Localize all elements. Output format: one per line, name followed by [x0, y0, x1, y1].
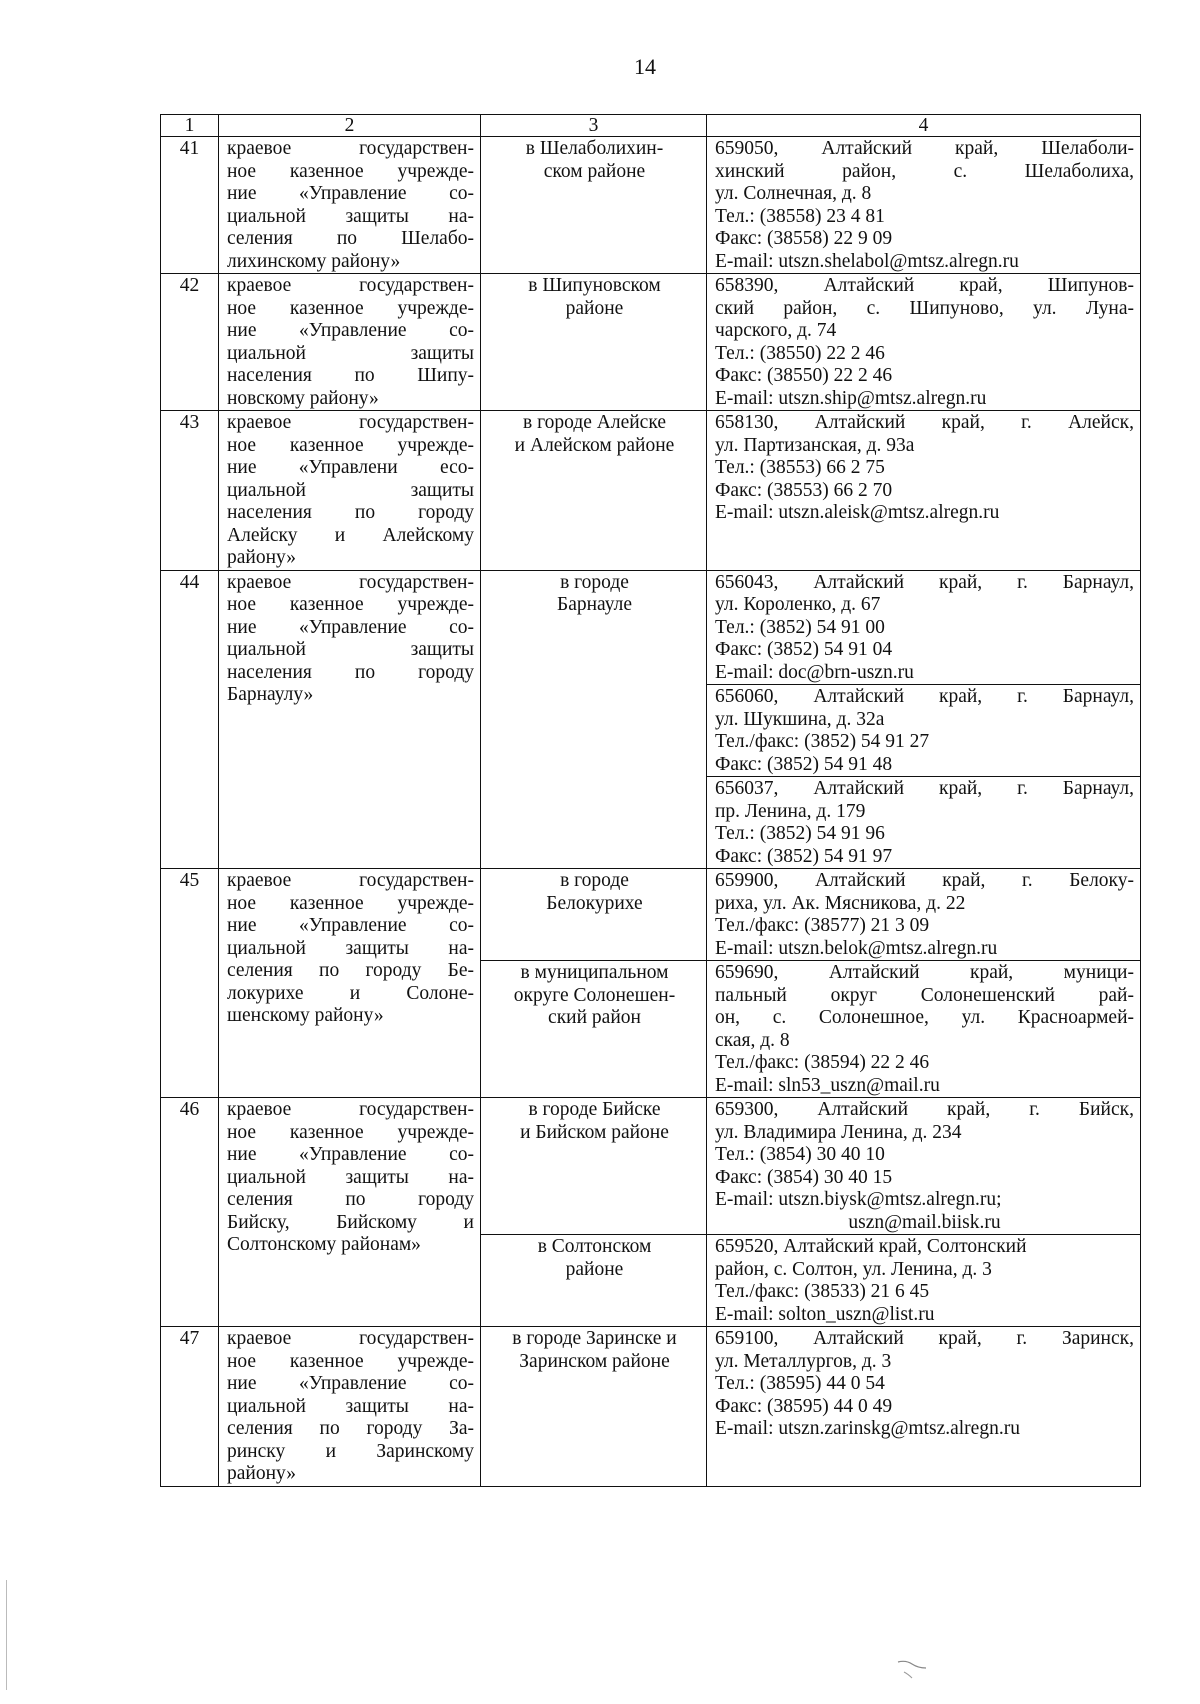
institution-name-line: Солтонскому районам» — [227, 1234, 421, 1255]
contact-email: E-mail: solton_uszn@list.ru — [715, 1303, 935, 1325]
institution-name-line: ринску и Заринскому — [227, 1440, 474, 1462]
row-number: 42 — [161, 274, 219, 411]
column-header: 2 — [219, 115, 481, 137]
institution-name — [219, 274, 481, 411]
institution-name-line: краевое государствен- — [227, 1099, 474, 1120]
institution-name-line: краевое государствен- — [227, 571, 474, 593]
service-area — [481, 274, 707, 411]
institutions-table — [160, 114, 1141, 1487]
table-row — [161, 137, 1141, 274]
contact-details — [707, 961, 1141, 1098]
institution-name-line: ное казенное учрежде- — [227, 297, 474, 319]
institution-name-line: ное казенное учрежде- — [227, 160, 474, 182]
institution-name-line: Алейску и Алейскому — [227, 524, 474, 546]
contact-line: 659690, Алтайский край, муници- — [715, 962, 1134, 983]
contact-line: 659050, Алтайский край, Шелаболи- — [715, 138, 1134, 159]
service-area — [481, 1235, 707, 1327]
contact-line: ул. Партизанская, д. 93а — [715, 434, 915, 456]
service-area-line: ском районе — [543, 160, 646, 182]
service-area-line: в Шелаболихин- — [525, 138, 664, 159]
contact-details — [707, 685, 1141, 777]
contact-details — [707, 570, 1141, 685]
institution-name-line: циальной защиты на- — [227, 205, 474, 227]
institution-name-line: ние «Управление со- — [227, 1144, 474, 1165]
contact-line: 658390, Алтайский край, Шипунов- — [715, 275, 1134, 296]
service-area-line: в городе Алейске — [523, 412, 666, 433]
contact-line: 656043, Алтайский край, г. Барнаул, — [715, 571, 1134, 593]
institution-name-line: краевое государствен- — [227, 275, 474, 296]
contact-line: Тел.: (3852) 54 91 96 — [715, 823, 885, 844]
institution-name-line: локурихе и Солоне- — [227, 982, 474, 1004]
scan-smudge-mark — [896, 1654, 936, 1680]
institution-name-line: краевое государствен- — [227, 412, 474, 433]
contact-line: пальный округ Солонешенский рай- — [715, 984, 1134, 1006]
contact-line: Тел.: (3852) 54 91 00 — [715, 616, 885, 638]
institution-name-line: циальной защиты — [227, 479, 474, 501]
institution-name-line: краевое государствен- — [227, 138, 474, 159]
service-area-line: Барнауле — [557, 594, 632, 615]
contact-line: 656037, Алтайский край, г. Барнаул, — [715, 778, 1134, 799]
contact-email: E-mail: utszn.biysk@mtsz.alregn.ru; — [715, 1189, 1002, 1210]
institution-name-line: Бийску, Бийскому и — [227, 1211, 474, 1233]
institution-name-line: новскому району» — [227, 387, 379, 409]
contact-details — [707, 274, 1141, 411]
contact-details — [707, 137, 1141, 274]
institution-name-line: циальной защиты на- — [227, 1395, 474, 1417]
contact-line: Тел./факс: (38577) 21 3 09 — [715, 915, 930, 936]
service-area-line: в городе Заринске и — [512, 1328, 677, 1349]
contact-line: ул. Шукшина, д. 32а — [715, 708, 885, 730]
service-area — [481, 137, 707, 274]
service-area — [481, 570, 707, 869]
institution-name — [219, 411, 481, 571]
contact-details — [707, 1235, 1141, 1327]
institution-name — [219, 869, 481, 1098]
table-row — [161, 1327, 1141, 1487]
contact-line: Тел.: (38595) 44 0 54 — [715, 1373, 885, 1394]
row-number: 47 — [161, 1327, 219, 1487]
contact-line: ская, д. 8 — [715, 1029, 790, 1051]
contact-line: Факс: (3852) 54 91 97 — [715, 845, 893, 867]
institution-name-line: ние «Управление со- — [227, 616, 474, 638]
institution-name-line: ние «Управление со- — [227, 183, 474, 204]
contact-line: Факс: (38558) 22 9 09 — [715, 228, 893, 249]
contact-line: пр. Ленина, д. 179 — [715, 800, 866, 822]
service-area-line: ский район — [548, 1007, 641, 1028]
service-area — [481, 411, 707, 571]
institution-name-line: краевое государствен- — [227, 870, 474, 891]
institution-name-line: району» — [227, 1463, 297, 1484]
contact-line: Факс: (38553) 66 2 70 — [715, 479, 893, 501]
table-row — [161, 411, 1141, 571]
service-area-line: и Алейском районе — [514, 434, 675, 456]
service-area-line: в городе Бийске — [528, 1099, 661, 1120]
service-area — [481, 1327, 707, 1487]
row-number: 46 — [161, 1098, 219, 1327]
service-area-line: Заринском районе — [519, 1350, 670, 1372]
service-area-line: и Бийском районе — [520, 1121, 669, 1143]
contact-line: Факс: (38595) 44 0 49 — [715, 1395, 893, 1417]
institution-name-line: ние «Управление со- — [227, 320, 474, 341]
institution-name-line: ние «Управление со- — [227, 1373, 474, 1394]
institution-name-line: Барнаулу» — [227, 684, 314, 705]
service-area — [481, 961, 707, 1098]
contact-email: E-mail: utszn.aleisk@mtsz.alregn.ru — [715, 502, 1000, 523]
contact-line: Факс: (3852) 54 91 48 — [715, 753, 893, 775]
contact-email: E-mail: utszn.belok@mtsz.alregn.ru — [715, 937, 998, 959]
contact-line: ул. Короленко, д. 67 — [715, 594, 881, 615]
institution-name-line: району» — [227, 547, 297, 568]
page-number: 14 — [634, 54, 656, 79]
institution-name-line: ние «Управлени есо- — [227, 457, 474, 478]
service-area-line: в Солтонском — [537, 1236, 652, 1257]
contact-line: ул. Владимира Ленина, д. 234 — [715, 1121, 962, 1143]
service-area-line: районе — [565, 1258, 624, 1280]
institution-name-line: циальной защиты — [227, 639, 474, 660]
institution-name — [219, 1327, 481, 1487]
institution-name-line: населения по Шипу- — [227, 365, 474, 386]
institution-name-line: ное казенное учрежде- — [227, 892, 474, 914]
service-area-line: Белокурихе — [546, 892, 643, 914]
contact-email: E-mail: sln53_uszn@mail.ru — [715, 1074, 940, 1096]
row-number: 45 — [161, 869, 219, 1098]
contact-line: чарского, д. 74 — [715, 320, 837, 341]
service-area-line: в Шипуновском — [528, 275, 661, 296]
contact-details — [707, 411, 1141, 571]
contact-line: Тел./факс: (38594) 22 2 46 — [715, 1052, 930, 1073]
contact-line: он, с. Солонешное, ул. Красноармей- — [715, 1007, 1134, 1028]
row-number: 43 — [161, 411, 219, 571]
institution-name-line: шенскому району» — [227, 1005, 384, 1026]
table-header-row — [161, 115, 1141, 137]
contact-email: uszn@mail.biisk.ru — [848, 1211, 1001, 1233]
contact-line: ул. Солнечная, д. 8 — [715, 183, 872, 204]
contact-line: Факс: (3854) 30 40 15 — [715, 1166, 893, 1188]
contact-line: Тел.: (38553) 66 2 75 — [715, 457, 885, 478]
service-area — [481, 869, 707, 961]
service-area-line: в городе — [560, 870, 629, 891]
institution-name-line: населения по городу — [227, 661, 474, 683]
institution-name — [219, 137, 481, 274]
contact-details — [707, 1327, 1141, 1487]
contact-line: Тел./факс: (3852) 54 91 27 — [715, 731, 930, 752]
contact-email: E-mail: utszn.ship@mtsz.alregn.ru — [715, 387, 987, 409]
scan-edge-line — [6, 1580, 7, 1690]
institution-name-line: ное казенное учрежде- — [227, 1121, 474, 1143]
institution-name-line: лихинскому району» — [227, 250, 401, 272]
contact-line: хинский район, с. Шелаболиха, — [715, 160, 1134, 182]
contact-line: ул. Металлургов, д. 3 — [715, 1350, 892, 1372]
institution-name-line: селения по Шелабо- — [227, 228, 474, 249]
row-number: 44 — [161, 570, 219, 869]
institution-name-line: ное казенное учрежде- — [227, 594, 474, 615]
institution-name-line: населения по городу — [227, 502, 474, 523]
service-area — [481, 1098, 707, 1235]
contact-line: Тел./факс: (38533) 21 6 45 — [715, 1281, 930, 1302]
row-number: 41 — [161, 137, 219, 274]
column-header: 1 — [161, 115, 219, 137]
contact-line: ский район, с. Шипуново, ул. Луна- — [715, 297, 1134, 319]
institution-name-line: селения по городу Бе- — [227, 960, 474, 981]
table-row — [161, 869, 1141, 961]
table-row — [161, 570, 1141, 685]
table-row — [161, 274, 1141, 411]
table-row — [161, 1098, 1141, 1235]
contact-line: Тел.: (38558) 23 4 81 — [715, 205, 885, 227]
contact-line: 659100, Алтайский край, г. Заринск, — [715, 1328, 1134, 1349]
contact-line: 656060, Алтайский край, г. Барнаул, — [715, 686, 1134, 707]
service-area-line: в городе — [560, 571, 629, 593]
contact-email: E-mail: doc@brn-uszn.ru — [715, 661, 914, 683]
service-area-line: в муниципальном — [520, 962, 669, 983]
contact-line: 659900, Алтайский край, г. Белоку- — [715, 870, 1134, 891]
institution-name-line: циальной защиты на- — [227, 937, 474, 959]
contact-line: Тел.: (38550) 22 2 46 — [715, 342, 885, 364]
institution-name-line: селения по городу — [227, 1189, 474, 1210]
column-header: 3 — [481, 115, 707, 137]
contact-line: Тел.: (3854) 30 40 10 — [715, 1144, 885, 1165]
institution-name — [219, 1098, 481, 1327]
contact-line: 659520, Алтайский край, Солтонский — [715, 1236, 1027, 1257]
contact-line: Факс: (3852) 54 91 04 — [715, 639, 893, 660]
column-header: 4 — [707, 115, 1141, 137]
contact-line: район, с. Солтон, ул. Ленина, д. 3 — [715, 1258, 992, 1280]
contact-line: 659300, Алтайский край, г. Бийск, — [715, 1099, 1134, 1120]
institution-name-line: циальной защиты — [227, 342, 474, 364]
institution-name-line: ное казенное учрежде- — [227, 434, 474, 456]
contact-email: E-mail: utszn.shelabol@mtsz.alregn.ru — [715, 250, 1019, 272]
institution-name-line: краевое государствен- — [227, 1328, 474, 1349]
institution-name-line: селения по городу За- — [227, 1418, 474, 1439]
service-area-line: округе Солонешен- — [513, 984, 676, 1006]
contact-email: E-mail: utszn.zarinskg@mtsz.alregn.ru — [715, 1418, 1020, 1439]
institution-name — [219, 570, 481, 869]
institution-name-line: циальной защиты на- — [227, 1166, 474, 1188]
contact-details — [707, 869, 1141, 961]
contact-details — [707, 1098, 1141, 1235]
institution-name-line: ное казенное учрежде- — [227, 1350, 474, 1372]
contact-line: риха, ул. Ак. Мясникова, д. 22 — [715, 892, 966, 914]
contact-details — [707, 777, 1141, 869]
service-area-line: районе — [565, 297, 624, 319]
contact-line: 658130, Алтайский край, г. Алейск, — [715, 412, 1134, 433]
institution-name-line: ние «Управление со- — [227, 915, 474, 936]
contact-line: Факс: (38550) 22 2 46 — [715, 365, 893, 386]
